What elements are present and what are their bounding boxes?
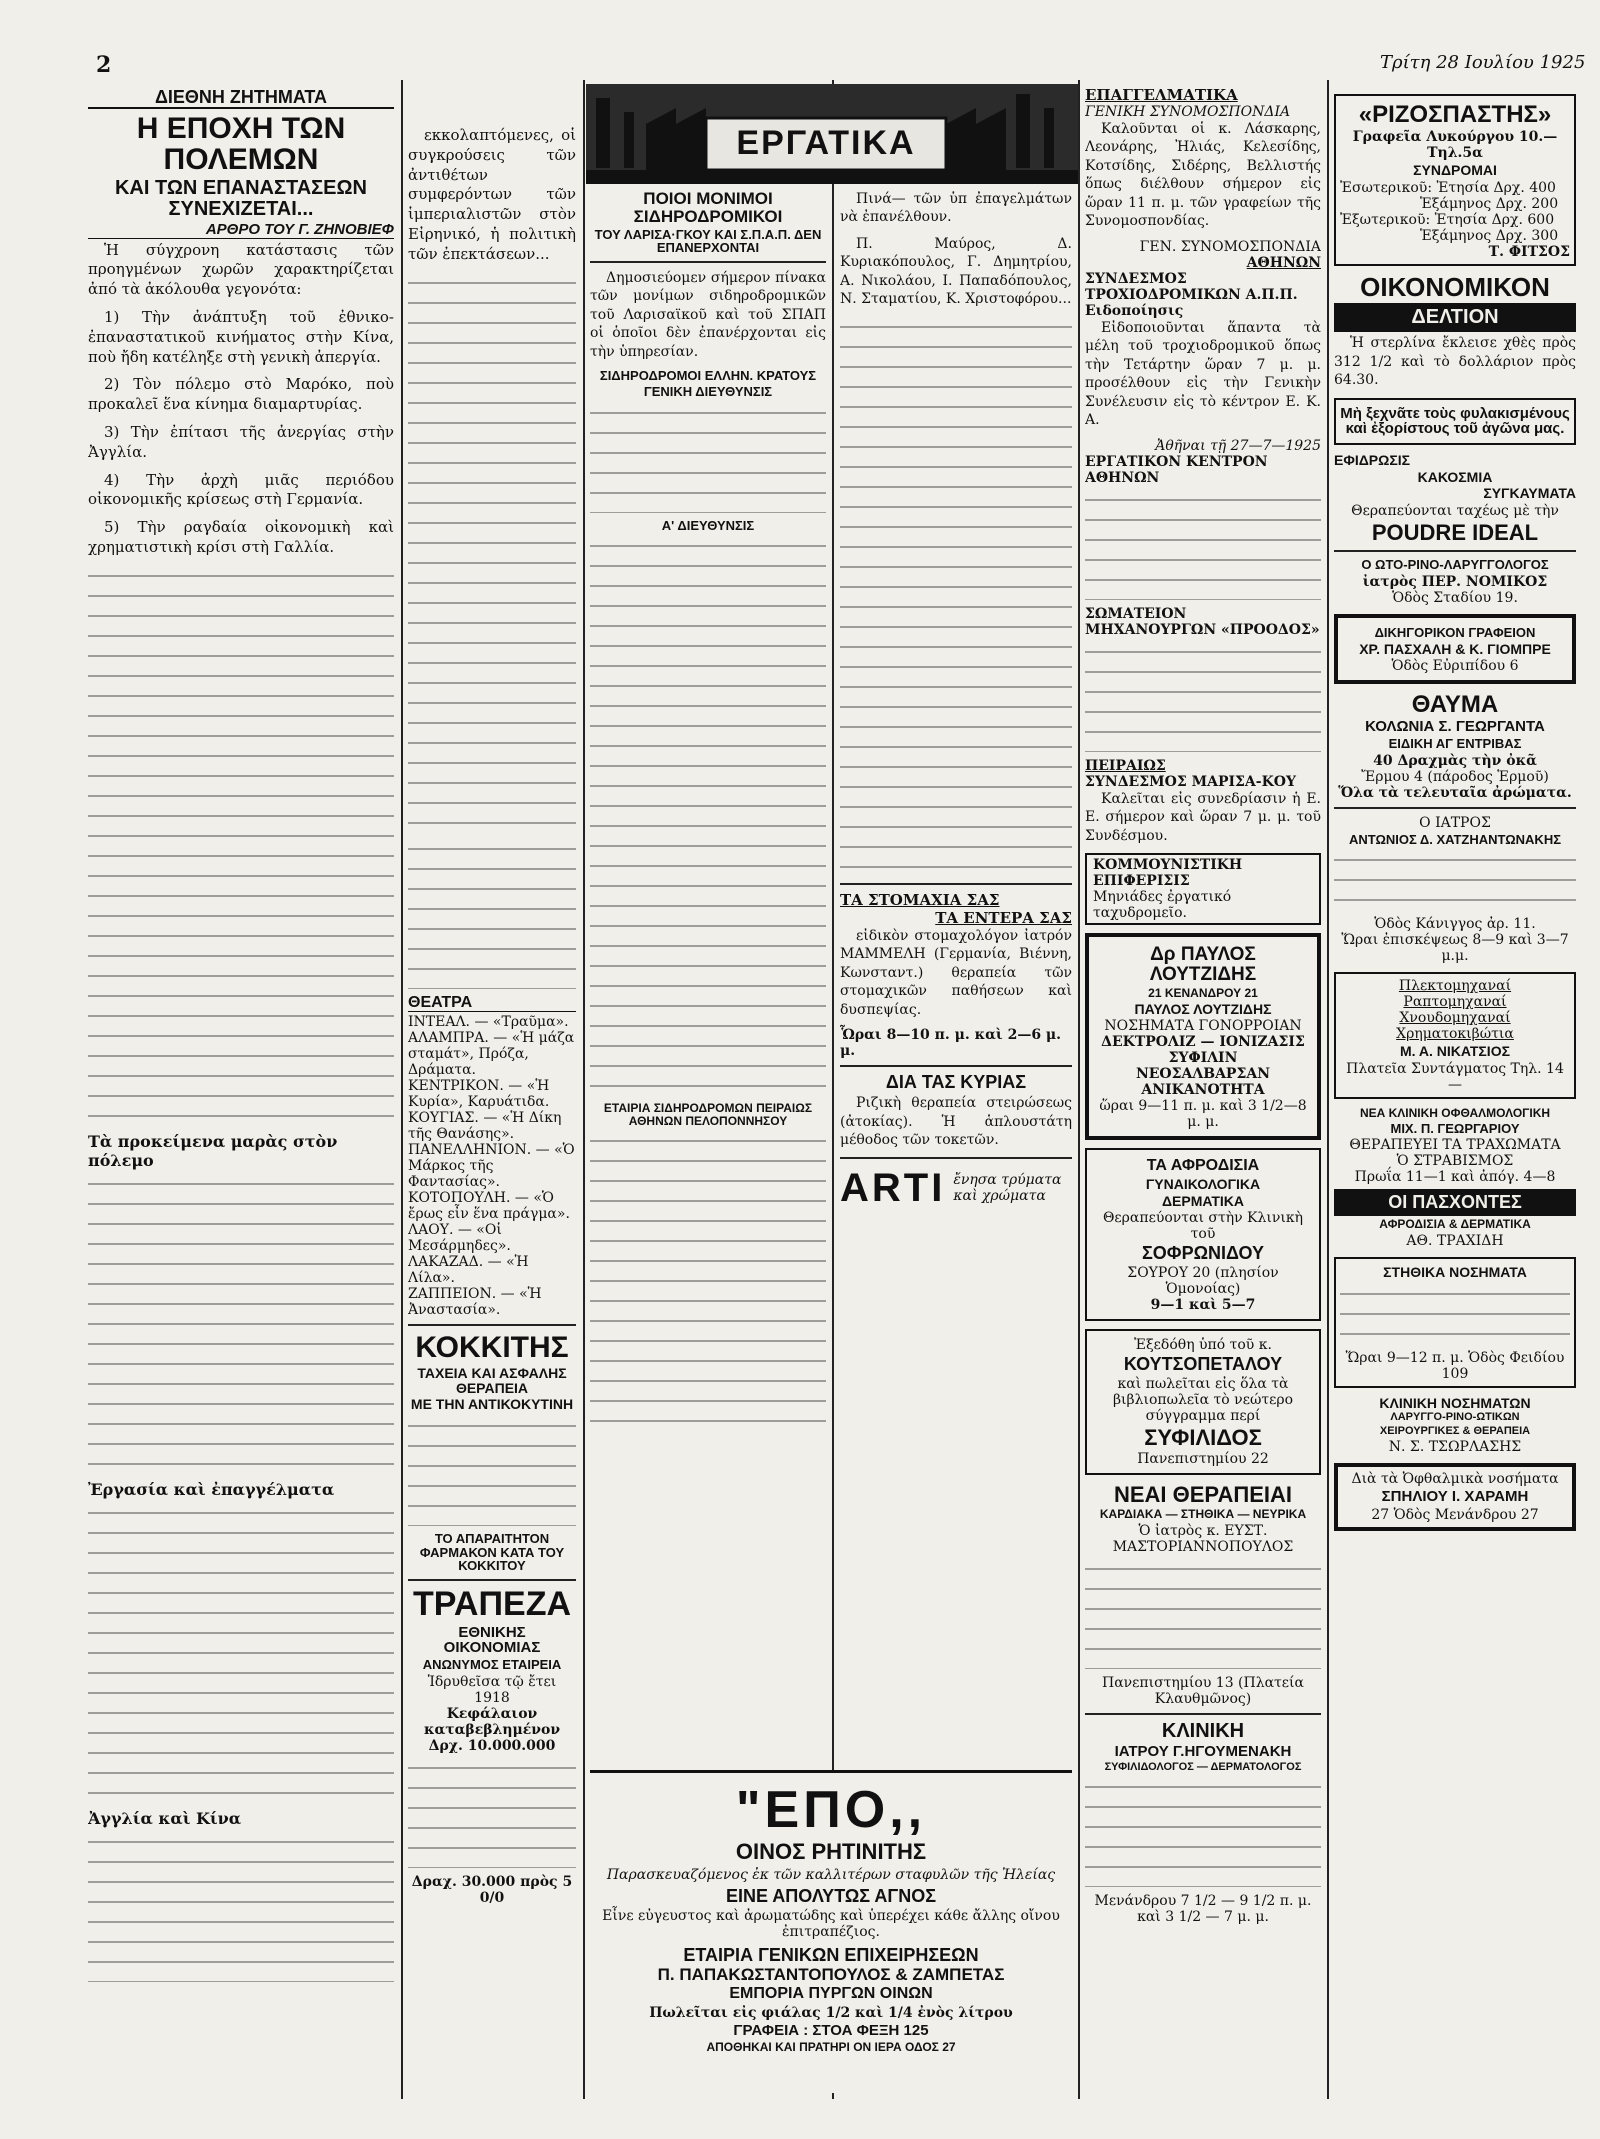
ad-arti-title: ARTI xyxy=(840,1166,946,1211)
ad-line: ΔΙΚΗΓΟΡΙΚΟΝ ΓΡΑΦΕΙΟΝ xyxy=(1374,624,1536,640)
section-subhead: ΓΕΝΙΚΗ ΔΙΕΥΘΥΝΣΙΣ xyxy=(643,383,773,399)
ad-hours: Ὥραι 9—12 π. μ. Ὁδὸς Φειδίου 109 xyxy=(1345,1349,1565,1382)
ad-line: ΘΕΡΑΠΕΥΕΙ ΤΑ ΤΡΑΧΩΜΑΤΑ xyxy=(1349,1137,1561,1154)
ad-book-title: ΣΥΦΙΛΙΔΟΣ xyxy=(1144,1425,1262,1451)
ad-address: Ὁδὸς Κάνιγγος ἀρ. 11. xyxy=(1374,916,1536,933)
theatre-listing: ΑΛΑΜΠΡΑ. — «Ἡ μάζα σταμάτ», Πρόζα, Δράματα. xyxy=(408,1030,575,1079)
kicker: ΔΙΕΘΝΗ ΖΗΤΗΜΑΤΑ xyxy=(88,88,394,109)
article-intro: Δημοσιεύομεν σήμερον πίνακα τῶν μονίμων σιδηροδρομικῶν τοῦ Λαρισαϊκοῦ καὶ τοῦ ΣΠΑΠ οἱ ὁποῖοι δὲν ἐπανέρχονται εἰς τὴν ὑπηρεσίαν. xyxy=(590,269,826,360)
ad-hours: Πρωΐα 11—1 καὶ ἀπόγ. 4—8 xyxy=(1354,1169,1556,1186)
section-subhead: ΕΤΑΙΡΙΑ ΣΙΔΗΡΟΔΡΟΜΩΝ ΠΕΙΡΑΙΩΣ ΑΘΗΝΩΝ ΠΕΛΟΠΟΝΝΗΣΟΥ xyxy=(603,1101,813,1128)
ad-line: ΣΥΦΙΛΙΝ xyxy=(1168,1050,1238,1067)
notice-sign: ΓΕΝ. ΣΥΝΟΜΟΣΠΟΝΔΙΑ xyxy=(1139,238,1321,255)
ad-line: ΤΑ ΑΦΡΟΔΙΣΙΑ xyxy=(1146,1157,1260,1175)
page-number: 2 xyxy=(96,52,112,78)
ad-doctor-name: ΙΑΤΡΟΥ Γ.ΗΓΟΥΜΕΝΑΚΗ xyxy=(1114,1742,1292,1760)
ad-line: ΚΑΡΔΙΑΚΑ — ΣΤΗΘΙΚΑ — ΝΕΥΡΙΚΑ xyxy=(1099,1507,1307,1522)
ad-koutsopetalou xyxy=(1085,1329,1321,1475)
ad-body-text xyxy=(408,1416,576,1526)
ad-epo-sale: Πωλεῖται εἰς φιάλας 1/2 καὶ 1/4 ἐνὸς λίτρου xyxy=(649,2005,1013,2022)
ad-epo-tagline: Παρασκευαζόμενος ἐκ τῶν καλλιτέρων σταφυλῶν τῆς Ἠλείας xyxy=(606,1866,1056,1883)
ad-kokkitis-sub: ΜΕ ΤΗΝ ΑΝΤΙΚΟΚΥΤΙΝΗ xyxy=(410,1396,574,1413)
notice-text: Καλοῦνται οἱ κ. Λάσκαρης, Λεονάρης, Ἠλιάς, Κελεσίδης, Κοτσίδης, Σιδέρης, Βελλιστής ὅπως διέλθουν σήμερον εἰς ὥραν 11 π. μ. τῶν γραφείων τῆς Συνομοσπονδίας. xyxy=(1085,121,1321,230)
section-subhead: Α' ΔΙΕΥΘΥΝΣΙΣ xyxy=(661,517,755,533)
ad-address: ΣΟΥΡΟΥ 20 (πλησίον Ὁμονοίας) xyxy=(1127,1265,1279,1298)
section-subhead: ΕΡΓΑΤΙΚΟΝ ΚΕΝΤΡΟΝ ΑΘΗΝΩΝ xyxy=(1085,453,1268,486)
komm-title: ΚΟΜΜΟΥΝΙΣΤΙΚΗ ΕΠΙΦΕΡΙΣΙΣ xyxy=(1093,857,1243,890)
ad-address: 21 ΚΕΝΑΝΔΡΟΥ 21 xyxy=(1148,985,1258,1000)
ad-bank-sub: ΑΝΩΝΥΜΟΣ ΕΤΑΙΡΕΙΑ xyxy=(422,1657,562,1673)
ad-line: Ὅλα τὰ τελευταῖα ἀρώματα. xyxy=(1338,784,1572,801)
ad-line: Θεραπεύονται στὴν Κλινικὴ τοῦ xyxy=(1102,1210,1304,1243)
ad-stomach-text: εἰδικὸν στομαχολόγον ἰατρόν ΜΑΜΜΕΛΗ (Γερμανία, Βιέννη, Κωνσταντ.) θεραπεία τῶν στομαχικῶν παθήσεων καὶ δυσπεψίας. xyxy=(840,927,1072,1018)
ad-line: ΧΡ. ΠΑΣΧΑΛΗ & Κ. ΓΙΟΜΠΡΕ xyxy=(1359,640,1551,657)
ad-address: Ἔρμου 4 (πάροδος Ἑρμοῦ) xyxy=(1361,768,1549,785)
byline: ΑΡΘΡΟ ΤΟΥ Γ. ΖΗΝΟΒΙΕΦ xyxy=(88,222,394,239)
ad-bank-founded: Ἱδρυθεῖσα τῷ ἔτει 1918 xyxy=(427,1673,557,1706)
headline: ΠΟΙΟΙ ΜΟΝΙΜΟΙ ΣΙΔΗΡΟΔΡΟΜΙΚΟΙ xyxy=(633,190,783,226)
komm-text: Μηνιάδες ἐργατικό ταχυδρομεῖο. xyxy=(1093,889,1232,922)
ad-ladies-title: ΔΙΑ ΤΑΣ ΚΥΡΙΑΣ xyxy=(885,1072,1027,1093)
section-subhead: ΣΥΝΔΕΣΜΟΣ ΤΡΟΧΙΟΔΡΟΜΙΚΩΝ Α.Π.Π. Ειδοποίησις xyxy=(1085,270,1298,319)
name-list-text xyxy=(840,317,1072,877)
article-point: 3) Τὴν ἐπίτασι τῆς ἀνεργίας στὴν Ἀγγλία. xyxy=(88,423,394,461)
ad-epo-wine xyxy=(590,1770,1072,2093)
ad-line: Πλεκτομηχαναί xyxy=(1398,978,1512,995)
subs-line: Ἐξωτερικοῦ: Ἐτησία Δρχ. 600 xyxy=(1340,211,1555,228)
name-list-text xyxy=(590,1131,826,1431)
subs-title: ΣΥΝΔΡΟΜΑΙ xyxy=(1413,162,1497,179)
ad-ladies-text: Ριζικὴ θεραπεία στειρώσεως (ἀτοκίας). Ἡ ἁπλουστάτη μέθοδος τῶν τοκετῶν. xyxy=(840,1095,1072,1148)
ad-sick-title: ΟΙ ΠΑΣΧΟΝΤΕΣ xyxy=(1334,1189,1576,1216)
name-list-text xyxy=(590,536,826,1096)
ad-body-text xyxy=(1340,1284,1570,1344)
ad-company: Μ. Α. ΝΙΚΑΤΣΙΟΣ xyxy=(1399,1043,1510,1060)
notice-body-text xyxy=(1085,490,1321,600)
ad-line: ΝΕΑ ΚΛΙΝΙΚΗ ΟΦΘΑΛΜΟΛΟΓΙΚΗ xyxy=(1359,1106,1551,1121)
ad-doctor-name: ΑΝΤΩΝΙΟΣ Δ. ΧΑΤΖΗΑΝΤΩΝΑΚΗΣ xyxy=(1348,831,1562,847)
ad-epo-trade: ΕΜΠΟΡΙΑ ΠΥΡΓΩΝ ΟΙΝΩΝ xyxy=(729,1985,933,2003)
ad-hours: Μενάνδρου 7 1/2 — 9 1/2 π. μ. καὶ 3 1/2 — 7 μ. μ. xyxy=(1094,1893,1312,1926)
ad-line: ΝΟΣΗΜΑΤΑ ΓΟΝΟΡΡΟΙΑΝ xyxy=(1104,1018,1302,1035)
ad-line: ΧΕΙΡΟΥΡΓΙΚΕΣ & ΘΕΡΑΠΕΙΑ xyxy=(1379,1424,1531,1437)
ad-address: Πανεπιστημίου 22 xyxy=(1137,1451,1269,1468)
column-rule xyxy=(1327,80,1329,2099)
column-rule xyxy=(583,80,585,2099)
ad-line: καὶ πωλεῖται εἰς ὅλα τὰ βιβλιοπωλεῖα τὸ νεώτερο σύγγραμμα περί xyxy=(1112,1376,1294,1425)
ad-doctor-name: ΣΟΦΡΩΝΙΔΟΥ xyxy=(1142,1243,1264,1264)
ad-doctor-name: ἰατρὸς ΠΕΡ. ΝΟΜΙΚΟΣ xyxy=(1362,573,1548,590)
ad-line: ΕΙΔΙΚΗ ΑΓ ΕΝΤΡΙΒΑΣ xyxy=(1388,736,1522,752)
ergatika-title: ΕΡΓΑΤΙΚΑ xyxy=(736,124,916,162)
ad-line: 40 Δραχμὰς τὴν ὀκᾶ xyxy=(1373,752,1537,769)
ad-hours: Ὥραι ἐπισκέψεως 8—9 καὶ 3—7 μ.μ. xyxy=(1341,932,1569,965)
name-list-text xyxy=(590,403,826,513)
theatre-listing: ΛΑΟΥ. — «Οἱ Μεσάρμηδες». xyxy=(408,1222,511,1255)
article-subhead: Τὰ προκείμενα μαρὰς στὸν πόλεμο xyxy=(88,1131,338,1170)
subs-line: Ἑξάμηνος Δρχ. 200 xyxy=(1420,195,1559,212)
ad-epo-depot: ΑΠΟΘΗΚΑΙ ΚΑΙ ΠΡΑΤΗΡΙ ΟΝ ΙΕΡΑ ΟΔΟΣ 27 xyxy=(706,2039,956,2054)
ad-nea-title: ΝΕΑΙ ΘΕΡΑΠΕΙΑΙ xyxy=(1113,1482,1293,1508)
ad-line: ΚΛΙΝΙΚΗ ΝΟΣΗΜΑΤΩΝ xyxy=(1379,1394,1531,1411)
subs-line: Ἑξάμηνος Δρχ. 300 xyxy=(1420,227,1559,244)
ad-address: Πλατεῖα Συντάγματος Τηλ. 14— xyxy=(1346,1061,1564,1094)
ad-line: Διὰ τὰ Ὀφθαλμικὰ νοσήματα xyxy=(1351,1471,1559,1488)
ad-product: POUDRE IDEAL xyxy=(1371,520,1539,546)
article-point: 1) Τὴν ἀνάπτυξη τοῦ ἐθνικο-ἐπαναστατικοῦ κινήματος στὴν Κίνα, ποὺ ἤδη κατέληξε στὴ γενικὴ ἀπεργία. xyxy=(88,308,394,366)
theatre-listing: ΚΟΤΟΠΟΥΛΗ. — «Ὁ ἔρως εἶν ἕνα πράγμα». xyxy=(408,1190,570,1223)
ad-epo-company: ΕΤΑΙΡΙΑ ΓΕΝΙΚΩΝ ΕΠΙΧΕΙΡΗΣΕΩΝ xyxy=(683,1944,979,1965)
ad-doctor-name: ΑΘ. ΤΡΑΧΙΔΗ xyxy=(1406,1232,1504,1249)
theatre-listing: ΚΟΥΓΙΑΣ. — «Ἡ Δίκη τῆς Θανάσης». xyxy=(408,1110,562,1143)
city-heading: ΑΘΗΝΩΝ xyxy=(1246,254,1321,271)
column-5 xyxy=(1085,86,1321,2099)
ad-hours: 9—1 καὶ 5—7 xyxy=(1150,1297,1256,1314)
article-point: 4) Τὴν ἀρχὴ μιᾶς περιόδου οἰκονομικῆς κρίσεως στὴ Γερμανία. xyxy=(88,470,394,509)
ad-address: Ὁδὸς Εὐριπίδου 6 xyxy=(1391,658,1519,675)
ad-line: ΣΥΦΙΛΙΔΟΛΟΓΟΣ — ΔΕΡΜΑΤΟΛΟΓΟΣ xyxy=(1104,1760,1302,1773)
name-list: Π. Μαύρος, Δ. Κυριακόπουλος, Γ. Δημητρίου, Α. Νικολάου, Ι. Παπαδόπουλος, Ν. Σταματίου, Κ. Χριστοφόρου... xyxy=(840,235,1072,308)
masthead: «ΡΙΖΟΣΠΑΣΤΗΣ» xyxy=(1358,101,1552,128)
article-body-text xyxy=(88,1832,394,1982)
ad-line: ΑΦΡΟΔΙΣΙΑ & ΔΕΡΜΑΤΙΚΑ xyxy=(1379,1217,1531,1232)
ad-line: Ὁ ἰατρὸς κ. ΕΥΣΤ. ΜΑΣΤΟΡΙΑΝΝΟΠΟΥΛΟΣ xyxy=(1112,1522,1294,1555)
column-1 xyxy=(88,86,394,2099)
theatre-listing: ΙΝΤΕΑΛ. — «Τραῦμα». xyxy=(408,1014,569,1031)
ad-line: ΝΕΟΣΑΛΒΑΡΣΑΝ xyxy=(1135,1066,1271,1083)
theatre-listing: ΚΕΝΤΡΙΚΟΝ. — «Ἡ Κυρία», Καρυάτιδα. xyxy=(408,1078,550,1111)
ad-epo-purity: ΕΙΝΕ ΑΠΟΛΥΤΩΣ ΑΓΝΟΣ xyxy=(725,1885,937,1906)
column-2 xyxy=(408,86,576,2099)
ad-line: ΓΥΝΑΙΚΟΛΟΓΙΚΑ xyxy=(1145,1175,1261,1192)
article-body-text xyxy=(88,1503,394,1803)
ad-line: Ἐξεδόθη ὑπό τοῦ κ. xyxy=(1134,1337,1272,1354)
subs-line: Ἐσωτερικοῦ: Ἐτησία Δρχ. 400 xyxy=(1340,179,1556,196)
econ-title: ΟΙΚΟΝΟΜΙΚΟΝ xyxy=(1360,271,1550,302)
issue-date: Τρίτη 28 Ιουλίου 1925 xyxy=(1380,52,1586,73)
list-intro: Πινά— τῶν ὑπ ἐπαγελμάτων νὰ ἐπανέλθουν. xyxy=(840,191,1072,226)
ad-line: ΣΥΓΚΑΥΜΑΤΑ xyxy=(1483,485,1576,502)
ad-bank-sub: ΕΘΝΙΚΗΣ ΟΙΚΟΝΟΜΙΑΣ xyxy=(443,1623,541,1657)
article-intro: Ἡ σύγχρονη κατάστασις τῶν προηγμένων χωρῶν χαρακτηρίζεται ἀπό τὰ ἀκόλουθα γεγονότα: xyxy=(88,240,394,299)
section-heading: ΕΠΑΓΓΕΛΜΑΤΙΚΑ xyxy=(1085,86,1238,104)
article-body-text xyxy=(408,839,576,989)
ad-doctor-name: ΠΑΥΛΟΣ ΛΟΥΤΖΙΔΗΣ xyxy=(1134,1000,1272,1017)
ad-line: ΔΕΡΜΑΤΙΚΑ xyxy=(1161,1192,1244,1209)
ad-aphrodisia xyxy=(1085,1148,1321,1321)
ad-line: ΣΤΗΘΙΚΑ ΝΟΣΗΜΑΤΑ xyxy=(1383,1263,1527,1280)
ad-stomach-title: ΤΑ ΣΤΟΜΑΧΙΑ ΣΑΣ xyxy=(840,890,1000,909)
theatre-listing: ΠΑΝΕΛΛΗΝΙΟΝ. — «Ὁ Μάρκος τῆς Φαντασίας». xyxy=(408,1142,575,1191)
notice-body-text xyxy=(1085,642,1321,752)
ad-hours: ὥραι 9—11 π. μ. καὶ 3 1/2—8 μ. μ. xyxy=(1099,1098,1307,1131)
notice-date: Ἀθῆναι τῇ 27—7—1925 xyxy=(1155,437,1321,454)
article-subhead: Ἐργασία καὶ ἐπαγγέλματα xyxy=(88,1479,335,1499)
ad-line: Ραπτομηχαναί xyxy=(1403,994,1507,1011)
column-6 xyxy=(1334,86,1576,2099)
theatre-listing: ΖΑΠΠΕΙΟΝ. — «Ἡ Ἀναστασία». xyxy=(408,1286,542,1319)
ad-epo-office: ΓΡΑΦΕΙΑ : ΣΤΟΑ ΦΕΞΗ 125 xyxy=(733,2022,929,2040)
ad-bank-rate: Δραχ. 30.000 πρὸς 5 0/0 xyxy=(411,1873,573,1906)
theatre-listing: ΛΑΚΑΖΑΔ. — «Ἡ Λίλα». xyxy=(408,1254,529,1287)
article-body-text xyxy=(88,566,394,1126)
ad-address: Πανεπιστημίου 13 (Πλατεία Κλαυθμῶνος) xyxy=(1102,1674,1304,1707)
article-body-text xyxy=(88,1174,394,1474)
ad-epo-note: Εἶνε εὐγευστος καὶ ἀρωματώδης καὶ ὑπερέχει κάθε ἄλλης οἴνου ἐπιτραπέζιος. xyxy=(602,1907,1060,1940)
notice-text: Καλεῖται εἰς συνεδρίασιν ἡ Ε. Ε. σήμερον καὶ ὥραν 7 μ. μ. τοῦ Συνδέσμου. xyxy=(1085,790,1321,844)
ad-thauma-title: ΘΑΥΜΑ xyxy=(1411,691,1499,719)
ad-author: ΚΟΥΤΣΟΠΕΤΑΛΟΥ xyxy=(1123,1354,1283,1375)
masthead-address: Γραφεῖα Λυκούργου 10.—Τηλ.5α xyxy=(1352,129,1558,162)
econ-title: ΔΕΛΤΙΟΝ xyxy=(1334,303,1576,332)
ad-line: ΛΑΡΥΓΓΟ-ΡΙΝΟ-ΩΤΙΚΩΝ xyxy=(1390,1411,1520,1424)
section-subhead: ΣΙΔΗΡΟΔΡΟΜΟΙ ΕΛΛΗΝ. ΚΡΑΤΟΥΣ xyxy=(599,368,817,384)
theatres-heading: ΘΕΑΤΡΑ xyxy=(408,995,576,1013)
ad-kokkitis-title: ΚΟΚΚΙΤΗΣ xyxy=(415,1331,569,1365)
article-body-text xyxy=(408,273,576,833)
ad-line: ΕΦΙΔΡΩΣΙΣ xyxy=(1334,452,1411,469)
ad-clinic-title: ΚΛΙΝΙΚΗ xyxy=(1161,1719,1245,1742)
ad-kokkitis-sub: ΤΟ ΑΠΑΡΑΙΤΗΤΟΝ ΦΑΡΜΑΚΟΝ ΚΑΤΑ ΤΟΥ ΚΟΚΚΙΤΟΥ xyxy=(419,1530,565,1574)
ad-line: Ο ΩΤΟ-ΡΙΝΟ-ΛΑΡΥΓΓΟΛΟΓΟΣ xyxy=(1361,557,1549,573)
ad-body-text xyxy=(1085,1559,1321,1669)
ad-line: Ο ΙΑΤΡΟΣ xyxy=(1419,814,1491,831)
ad-address: 27 Ὁδὸς Μενάνδρου 27 xyxy=(1371,1507,1539,1524)
ad-line: ΚΑΚΟΣΜΙΑ xyxy=(1417,468,1493,485)
section-subhead: ΓΕΝΙΚΗ ΣΥΝΟΜΟΣΠΟΝΔΙΑ xyxy=(1085,104,1291,120)
ad-stomach-title: ΤΑ ΕΝΤΕΡΑ ΣΑΣ xyxy=(935,908,1072,927)
article-subhead: Ἀγγλία καὶ Κίνα xyxy=(88,1808,242,1828)
column-rule xyxy=(401,80,403,2099)
ad-line: Ὁ ΣΤΡΑΒΙΣΜΟΣ xyxy=(1396,1153,1514,1170)
ad-line: ΔΕΚΤΡΟΛΙΖ — ΙΟΝΙΖΑΣΙΣ xyxy=(1101,1034,1305,1051)
ad-address: Ὁδὸς Σταδίου 19. xyxy=(1392,589,1518,606)
section-subhead: ΣΩΜΑΤΕΙΟΝ ΜΗΧΑΝΟΥΡΓΩΝ «ΠΡΟΟΔΟΣ» xyxy=(1085,605,1320,638)
ad-line: Χνουδομηχαναί xyxy=(1399,1010,1511,1027)
ad-arti-text: ἔνησα τρύματα καὶ χρώματα xyxy=(953,1172,1062,1205)
subs-sign: Τ. ΦΙΤΣΟΣ xyxy=(1488,243,1570,260)
ad-line: Χρηματοκιβώτια xyxy=(1396,1026,1514,1043)
ad-body-text xyxy=(1334,850,1576,910)
section-subhead: ΣΥΝΔΕΣΜΟΣ ΜΑΡΙΣΑ-ΚΟΥ xyxy=(1085,773,1296,790)
column-rule xyxy=(1078,80,1080,2099)
ad-epo-sub: ΟΙΝΟΣ ΡΗΤΙΝΙΤΗΣ xyxy=(735,1838,927,1864)
ergatika-banner xyxy=(586,84,1078,184)
ad-line: Θεραπεύονται ταχέως μὲ τὴν xyxy=(1351,503,1559,520)
city-heading: ΠΕΙΡΑΙΩΣ xyxy=(1085,757,1166,774)
ad-line: ΚΟΛΩΝΙΑ Σ. ΓΕΩΡΓΑΝΤΑ xyxy=(1365,718,1545,736)
ad-epo-title: "ΕΠΟ,, xyxy=(735,1781,927,1839)
ad-line: ΑΝΙΚΑΝΟΤΗΤΑ xyxy=(1141,1082,1265,1099)
notice-text: Εἰδοποιοῦνται ἅπαντα τὰ μέλη τοῦ τροχιοδρομικοῦ ὅπως τὴν Τετάρτην ὥραν 7 μ. μ. προσέλθουν εἰς τὴν Γενικὴν Συνέλευσιν εἰς τὸ κέντρον Ε. Κ. Α. xyxy=(1085,319,1321,429)
ad-body-text xyxy=(1085,1777,1321,1887)
ad-bank-capital: Κεφάλαιον καταβεβλημένον Δρχ. 10.000.000 xyxy=(423,1705,561,1754)
ad-doctor-name: Ν. Σ. ΤΣΩΡΛΑΣΗΣ xyxy=(1388,1439,1522,1456)
ad-kokkitis-sub: ΤΑΧΕΙΑ ΚΑΙ ΑΣΦΑΛΗΣ ΘΕΡΑΠΕΙΑ xyxy=(417,1364,567,1396)
ad-doctor-name: Δρ ΠΑΥΛΟΣ ΛΟΥΤΖΙΔΗΣ xyxy=(1149,944,1257,985)
ad-bank-title: ΤΡΑΠΕΖΑ xyxy=(412,1584,572,1623)
headline-deck: ΤΟΥ ΛΑΡΙΣΑ·ΓΚΟΥ ΚΑΙ Σ.Π.Α.Π. ΔΕΝ ΕΠΑΝΕΡΧΟΝΤΑΙ xyxy=(594,226,822,256)
ad-loutzidis xyxy=(1085,933,1321,1140)
article-point: 5) Τὴν ραγδαία οἰκονομικὴ καὶ χρηματιστικὴ κρίσι στὴ Γαλλία. xyxy=(88,518,394,556)
ad-doctor-name: ΜΙΧ. Π. ΓΕΩΡΓΑΡΙΟΥ xyxy=(1390,1120,1520,1136)
headline: Η ΕΠΟΧΗ ΤΩΝ ΠΟΛΕΜΩΝ xyxy=(136,111,346,177)
ad-doctor-name: ΣΠΗΛΙΟΥ Ι. ΧΑΡΑΜΗ xyxy=(1381,1488,1529,1506)
ad-body-text xyxy=(408,1758,576,1868)
article-point: 2) Τὸν πόλεμο στὸ Μαρόκο, ποὺ προκαλεῖ ἕνα κίνημα διαμαρτυρίας. xyxy=(88,375,394,414)
econ-text: Ἡ στερλίνα ἔκλεισε χθὲς πρὸς 312 1/2 καὶ τὸ δολλάριον πρὸς 64.30. xyxy=(1334,335,1576,389)
ad-epo-owners: Π. ΠΑΠΑΚΩΣΤΑΝΤΟΠΟΥΛΟΣ & ΖΑΜΠΕΤΑΣ xyxy=(657,1965,1005,1985)
slogan: Μὴ ξεχνᾶτε τοὺς φυλακισμένους καὶ ἐξορίστους τοῦ ἀγῶνα μας. xyxy=(1340,404,1570,438)
headline-deck: ΚΑΙ ΤΩΝ ΕΠΑΝΑΣΤΑΣΕΩΝ ΣΥΝΕΧΙΖΕΤΑΙ... xyxy=(114,176,367,220)
ad-stomach-hours: Ὧραι 8—10 π. μ. καὶ 2—6 μ. μ. xyxy=(840,1027,1062,1060)
article-continued: εκκολαπτόμενες, οἱ συγκρούσεις τῶν ἀντιθέτων συμφερόντων τῶν ἱμπεριαλιστῶν στὸν Εἰρηνικό, ἡ πολιτικὴ τῶν ἐπεκτάσεων... xyxy=(408,126,576,263)
